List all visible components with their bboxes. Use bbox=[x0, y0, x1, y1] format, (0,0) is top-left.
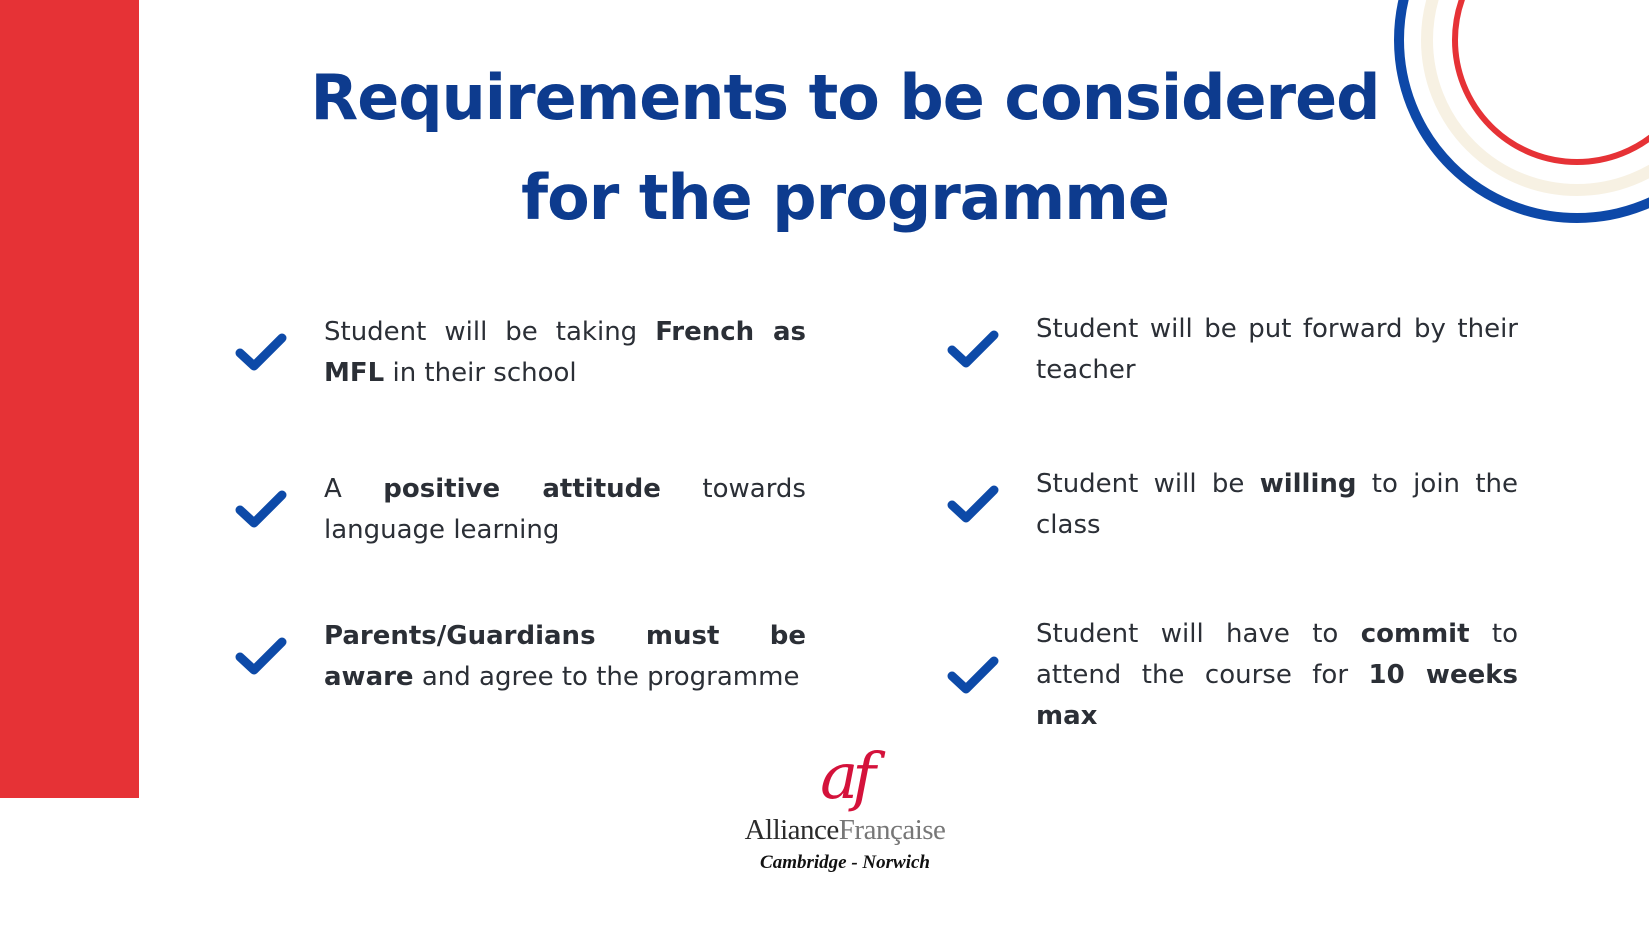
checkmark-icon bbox=[947, 483, 999, 527]
title-line-2: for the programme bbox=[521, 161, 1169, 234]
requirement-item-positive-attitude bbox=[235, 469, 806, 551]
alliance-francaise-logo bbox=[730, 742, 960, 912]
page-title bbox=[240, 48, 1450, 248]
requirement-item-put-forward bbox=[947, 309, 1518, 391]
requirement-text: Student will be willing to join the class bbox=[1036, 469, 1518, 540]
requirement-item-commit bbox=[947, 614, 1518, 737]
inner-red-ring bbox=[1455, 0, 1649, 162]
requirement-text: Parents/Guardians must be aware and agree to the programme bbox=[324, 621, 806, 692]
requirement-item-french-mfl bbox=[235, 312, 806, 394]
requirement-text: Student will be put forward by their teacher bbox=[1036, 314, 1518, 385]
checkmark-icon bbox=[235, 488, 287, 532]
requirement-text: Student will have to commit to attend the course for 10 weeks max bbox=[1036, 619, 1518, 731]
middle-cream-ring bbox=[1427, 0, 1649, 190]
red-side-bar bbox=[0, 0, 139, 798]
af-logo-mark: af bbox=[820, 740, 870, 814]
requirement-item-parents-aware bbox=[235, 616, 806, 698]
title-line-1: Requirements to be considered bbox=[310, 61, 1380, 134]
requirement-text: Student will be taking French as MFL in their school bbox=[324, 317, 807, 388]
checkmark-icon bbox=[235, 331, 287, 375]
requirement-text: A positive attitude towards language learning bbox=[324, 474, 806, 545]
checkmark-icon bbox=[235, 635, 287, 679]
logo-city: Cambridge - Norwich bbox=[760, 852, 930, 873]
checkmark-icon bbox=[947, 654, 999, 698]
checkmark-icon bbox=[947, 328, 999, 372]
logo-wordmark: AllianceFrançaise bbox=[744, 814, 946, 846]
requirement-item-willing bbox=[947, 464, 1518, 546]
